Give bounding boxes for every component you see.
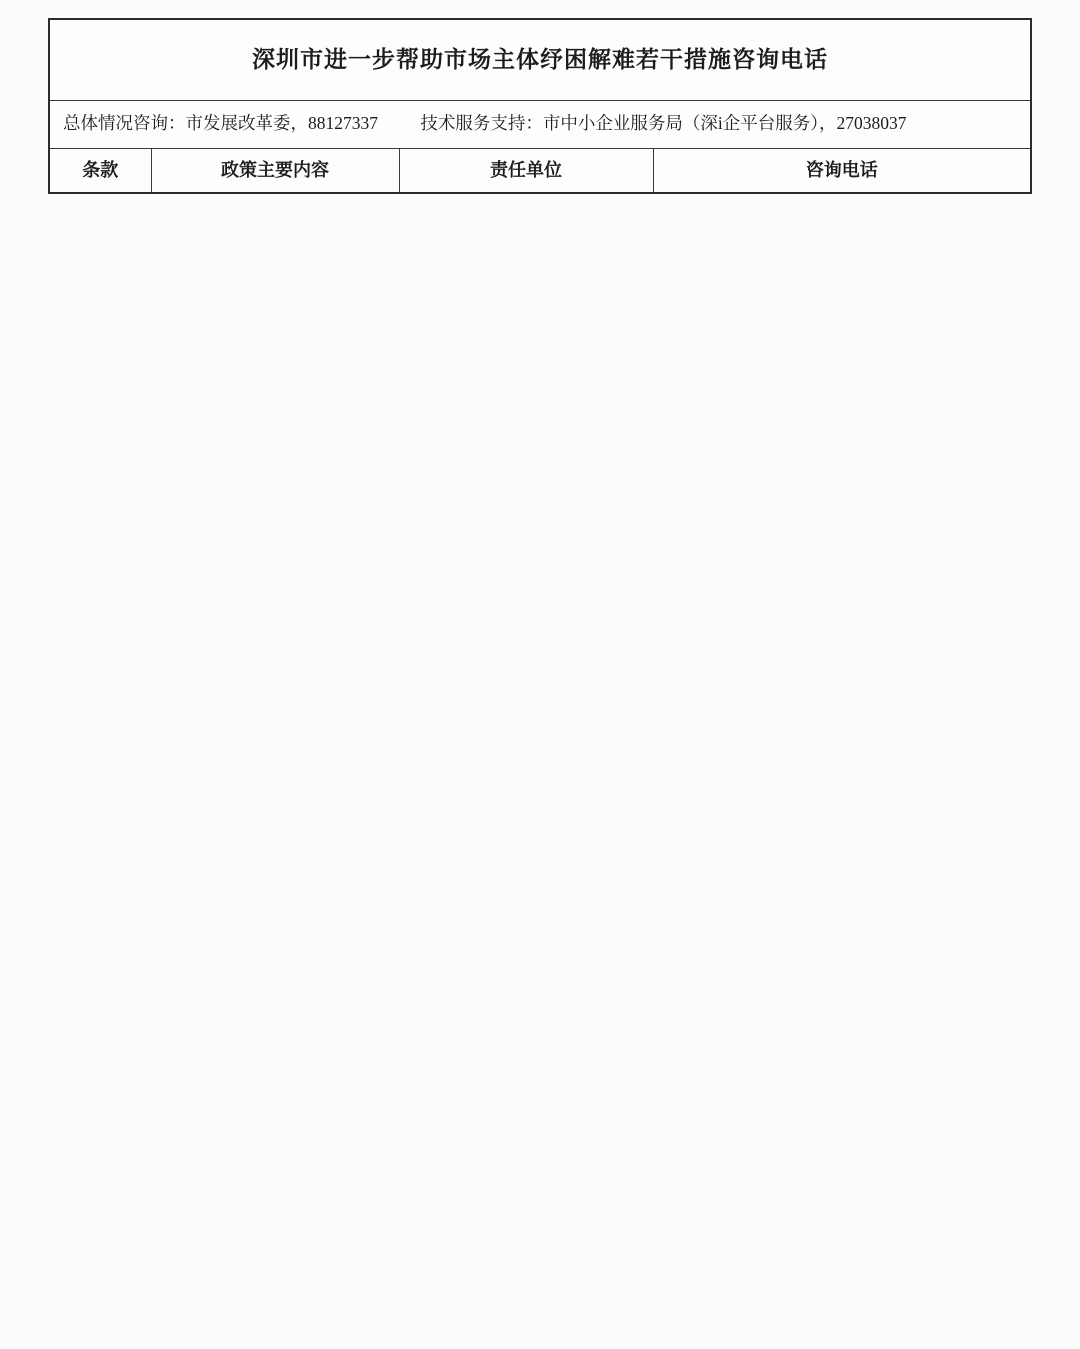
column-header-phone: 咨询电话	[653, 148, 1031, 193]
column-header-row	[49, 148, 1031, 193]
contact-table	[48, 18, 1032, 194]
column-header-policy: 政策主要内容	[151, 148, 399, 193]
tech-support-info: 技术服务支持：市中小企业服务局（深i企平台服务），27038037	[420, 113, 907, 134]
scanned-document-page	[0, 18, 1080, 1349]
column-header-clause: 条款	[49, 148, 151, 193]
general-consult-info: 总体情况咨询：市发展改革委，88127337	[63, 113, 378, 134]
info-row	[49, 100, 1031, 148]
column-header-unit: 责任单位	[399, 148, 653, 193]
info-cell	[49, 100, 1031, 148]
document-title: 深圳市进一步帮助市场主体纾困解难若干措施咨询电话	[49, 19, 1031, 100]
title-row	[49, 19, 1031, 100]
